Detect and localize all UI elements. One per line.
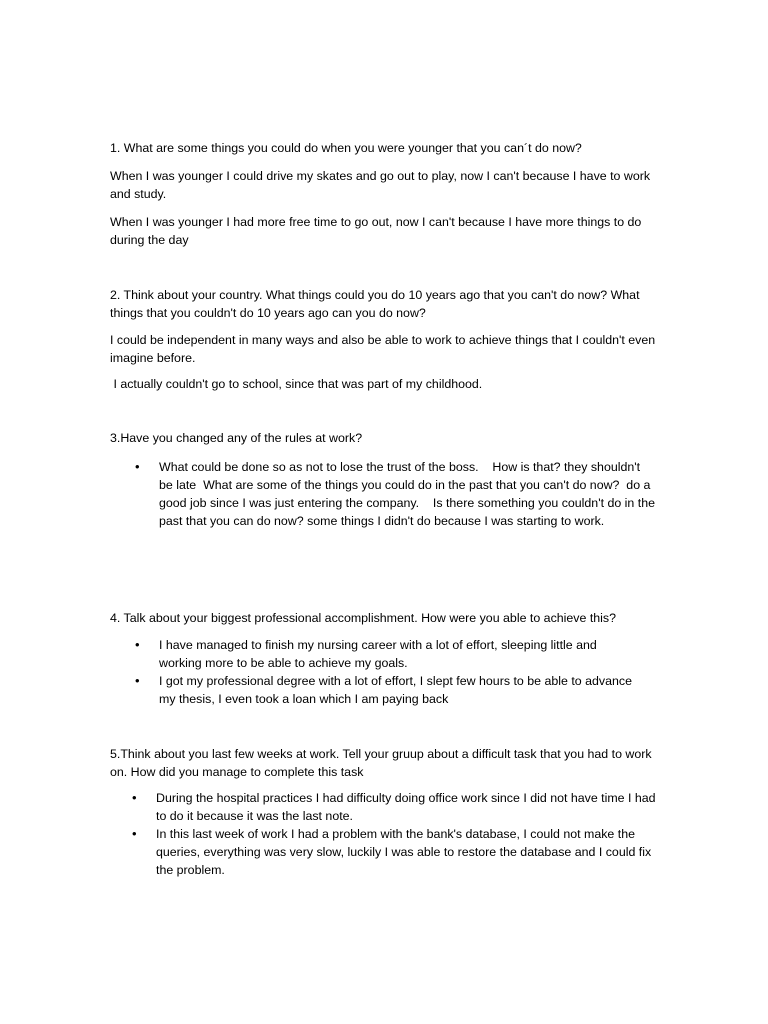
list-item: • During the hospital practices I had difficulty doing office work since I did not have time I had to do it because it was the last note. (156, 789, 661, 825)
list-item: • I have managed to finish my nursing career with a lot of effort, sleeping little and working more to be able to achieve my goals. (159, 636, 639, 672)
question-3: 3.Have you changed any of the rules at work? (110, 431, 363, 445)
answer-1b: When I was younger I had more free time to go out, now I can't because I have more things to do during the day (110, 215, 642, 247)
question-5: 5.Think about you last few weeks at work. Tell your gruup about a difficult task that you had to work on. How did you manage to complete this task (110, 747, 652, 779)
question-1: 1. What are some things you could do when you were younger that you can´t do now? (110, 141, 582, 155)
list-item: • In this last week of work I had a problem with the bank's database, I could not make the queries, everything was very slow, luckily I was able to restore the database and I could fix the problem. (156, 825, 661, 879)
answer-5-list (156, 789, 661, 879)
answer-1a: When I was younger I could drive my skates and go out to play, now I can't because I have to work and study. (110, 169, 651, 201)
list-item: • I got my professional degree with a lot of effort, I slept few hours to be able to advance my thesis, I even took a loan which I am paying back (159, 672, 639, 708)
answer-4-list (159, 636, 639, 708)
answer-2a: I could be independent in many ways and also be able to work to achieve things that I couldn't even imagine before. (110, 333, 656, 365)
answer-2b: I actually couldn't go to school, since that was part of my childhood. (110, 377, 483, 391)
answer-3-list (159, 458, 657, 530)
question-2: 2. Think about your country. What things could you do 10 years ago that you can't do now? What things that you couldn't do 10 years ago can you do now? (110, 288, 640, 320)
question-4: 4. Talk about your biggest professional accomplishment. How were you able to achieve this? (110, 611, 617, 625)
list-item: • What could be done so as not to lose the trust of the boss. How is that? they shouldn't be late What are some of the things you could do in the past that you can't do now? do a good job since I was just entering the company. Is there something you couldn't do in the past that you can do now? some things I didn't do because I was starting to work. (159, 458, 657, 530)
